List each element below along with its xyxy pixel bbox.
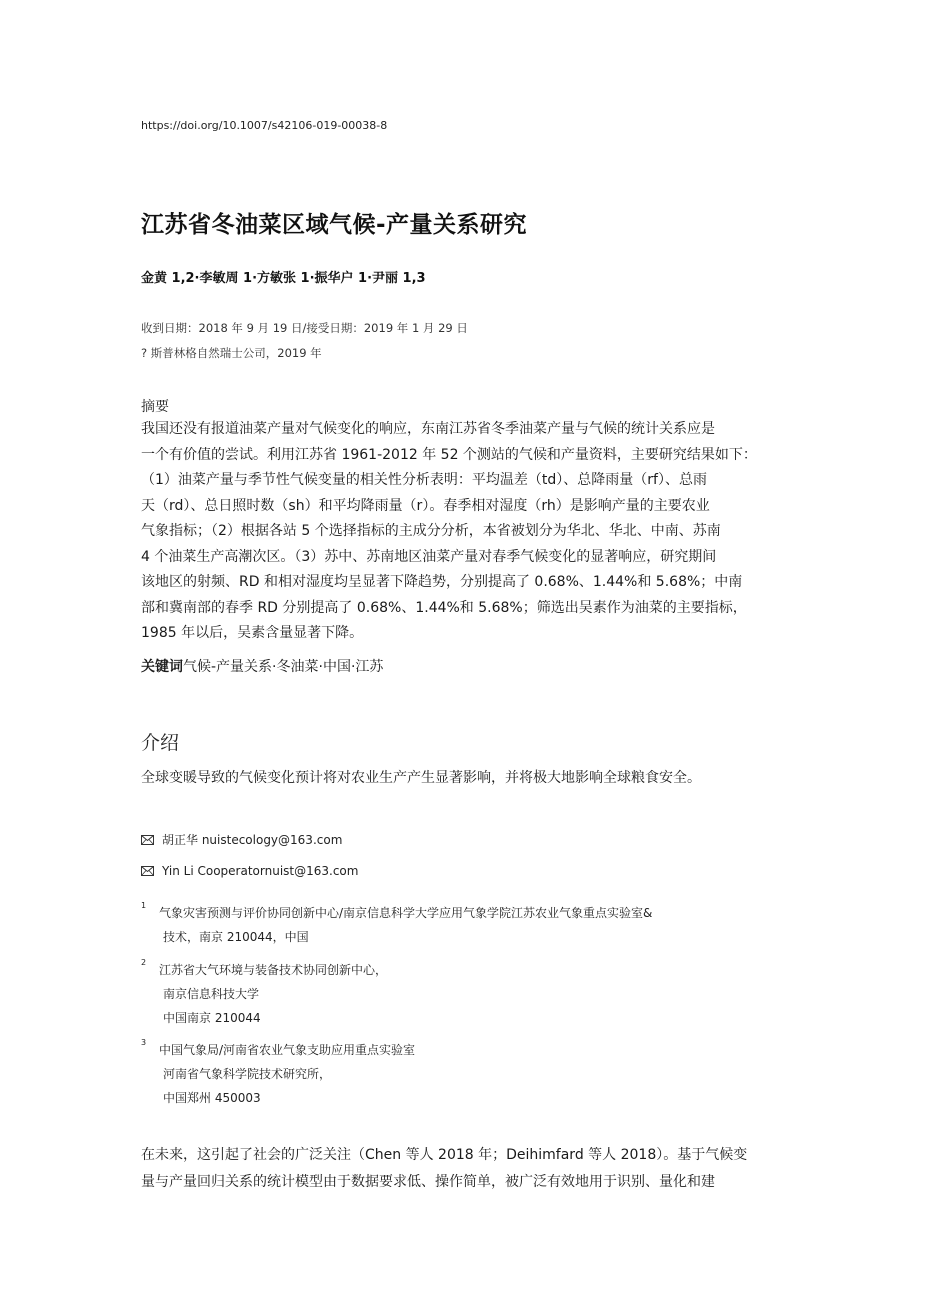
affiliation-line: 技术，南京 210044，中国 — [163, 930, 309, 944]
introduction-text: 全球变暖导致的气候变化预计将对农业生产产生显著影响，并将极大地影响全球粮食安全。 — [141, 770, 701, 786]
abstract-line: 该地区的射频、RD 和相对湿度均呈显著下降趋势，分别提高了 0.68%、1.44%和 5.68%；中南 — [141, 574, 743, 590]
email-text[interactable]: 胡正华 nuistecology@163.com — [162, 833, 343, 847]
body-line: 在未来，这引起了社会的广泛关注（Chen 等人 2018 年；Deihimfard 等人 2018）。基于气候变 — [141, 1147, 748, 1163]
abstract-line: （1）油菜产量与季节性气候变量的相关性分析表明：平均温差（td）、总降雨量（rf）、总雨 — [141, 472, 707, 488]
abstract-line: 一个有价值的尝试。利用江苏省 1961-2012 年 52 个测站的气候和产量资料，主要研究结果如下： — [141, 446, 757, 463]
copyright-notice: ? 斯普林格自然瑞士公司，2019 年 — [141, 346, 322, 360]
email-text[interactable]: Yin Li Cooperatornuist@163.com — [162, 864, 359, 878]
keywords-label: 关键词 — [141, 659, 183, 675]
abstract-line: 1985 年以后，吴素含量显著下降。 — [141, 625, 364, 641]
affiliation-line: 江苏省大气环境与装备技术协同创新中心， — [159, 963, 388, 977]
envelope-icon — [141, 835, 154, 845]
received-accepted-dates: 收到日期：2018 年 9 月 19 日/接受日期：2019 年 1 月 29 日 — [141, 321, 468, 335]
body-line: 量与产量回归关系的统计模型由于数据要求低、操作简单，被广泛有效地用于识别、量化和建 — [141, 1174, 715, 1190]
affiliation-line: 中国郑州 450003 — [163, 1091, 261, 1105]
email-contact[interactable] — [141, 864, 358, 878]
abstract-heading: 摘要 — [141, 399, 169, 415]
affiliation-number: 2 — [141, 958, 147, 967]
email-contact[interactable] — [141, 831, 342, 848]
affiliation-line: 中国南京 210044 — [163, 1011, 261, 1025]
abstract-body — [141, 417, 786, 647]
author-list: 金黄 1,2·李敏周 1·方敏张 1·振华户 1·尹丽 1,3 — [141, 271, 426, 286]
affiliation-line: 南京信息科技大学 — [163, 987, 260, 1001]
abstract-line: 我国还没有报道油菜产量对气候变化的响应，东南江苏省冬季油菜产量与气候的统计关系应是 — [141, 421, 715, 437]
abstract-line: 气象指标；（2）根据各站 5 个选择指标的主成分分析，本省被划分为华北、华北、中南、苏南 — [141, 523, 721, 539]
affiliation-number: 3 — [141, 1038, 147, 1047]
body-text — [141, 1142, 786, 1196]
affiliation-line: 河南省气象科学院技术研究所， — [163, 1067, 332, 1081]
paper-title: 江苏省冬油菜区域气候-产量关系研究 — [141, 212, 528, 238]
introduction-heading: 介绍 — [141, 732, 180, 754]
keywords-text: 气候-产量关系·冬油菜·中国·江苏 — [183, 659, 384, 675]
abstract-line: 4 个油菜生产高潮次区。（3）苏中、苏南地区油菜产量对春季气候变化的显著响应，研究期间 — [141, 548, 717, 565]
envelope-icon — [141, 866, 154, 876]
abstract-line: 部和冀南部的春季 RD 分别提高了 0.68%、1.44%和 5.68%；筛选出吴素作为油菜的主要指标， — [141, 599, 747, 616]
abstract-line: 天（rd）、总日照时数（sh）和平均降雨量（r）。春季相对湿度（rh）是影响产量的主要农业 — [141, 497, 710, 514]
affiliation-line: 中国气象局/河南省农业气象支助应用重点实验室 — [159, 1043, 416, 1057]
doi-link[interactable]: https://doi.org/10.1007/s42106-019-00038-8 — [141, 119, 388, 132]
affiliation-line: 气象灾害预测与评价协同创新中心/南京信息科学大学应用气象学院江苏农业气象重点实验室& — [159, 906, 653, 920]
keywords — [141, 656, 383, 676]
affiliation-number: 1 — [141, 901, 147, 910]
